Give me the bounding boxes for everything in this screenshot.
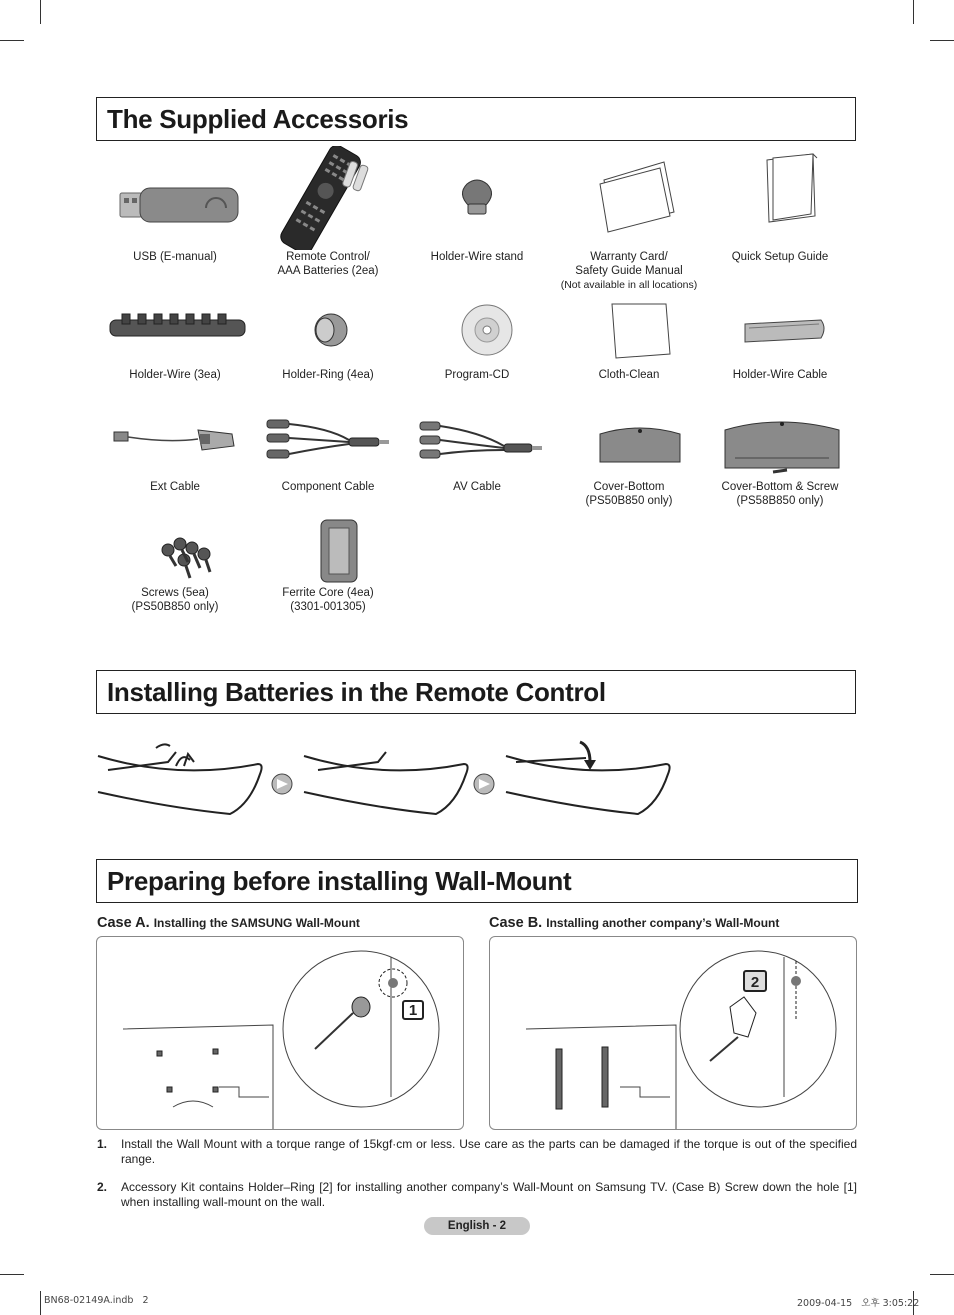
holder-ring-icon <box>263 300 393 366</box>
ext-cable-icon <box>100 412 250 480</box>
quick-setup-guide-icon <box>715 150 845 250</box>
av-cable-icon <box>402 412 552 480</box>
accessory-warranty-card: Warranty Card/ Safety Guide Manual (Not available in all locations) <box>554 150 704 292</box>
case-b-panel <box>489 936 857 1130</box>
cover-bottom-screw-icon <box>705 412 855 480</box>
usb-stick-icon <box>110 150 240 250</box>
section-title-accessories: The Supplied Accessoris <box>96 97 856 141</box>
note-item: 1. Install the Wall Mount with a torque range of 15kgf·cm or less. Use care as the parts can be damaged if the torque is out of the specified range. <box>97 1137 857 1166</box>
timestamp-slug: 2009-04-15 오후 3:05:22 <box>797 1298 920 1309</box>
accessory-cover-bottom: Cover-Bottom (PS50B850 only) <box>554 412 704 508</box>
cloth-icon <box>564 300 694 366</box>
step-number-2: 2 <box>750 974 760 991</box>
cd-icon <box>412 300 542 366</box>
accessory-holder-ring: Holder-Ring (4ea) <box>253 300 403 382</box>
ferrite-core-icon <box>263 516 393 586</box>
accessory-component-cable: Component Cable <box>253 412 403 494</box>
crop-mark <box>0 1274 24 1275</box>
crop-mark <box>40 1291 41 1315</box>
case-b-heading: Case B. Installing another company’s Wall-Mount <box>489 915 780 931</box>
crop-mark <box>930 40 954 41</box>
crop-mark <box>930 1274 954 1275</box>
accessory-holder-wire-stand: Holder-Wire stand <box>402 150 552 264</box>
accessory-usb: USB (E-manual) <box>100 150 250 264</box>
crop-mark <box>913 0 914 24</box>
case-a-heading: Case A. Installing the SAMSUNG Wall-Mount <box>97 915 360 931</box>
note-item: 2. Accessory Kit contains Holder–Ring [2] for installing another company’s Wall-Mount on Samsung TV. (Case B) Screw down the hole [1] when installing wall-mount on the wall. <box>97 1180 857 1209</box>
accessory-program-cd: Program-CD <box>402 300 552 382</box>
file-slug: BN68-02149A.indb 2 <box>44 1295 149 1306</box>
accessory-av-cable: AV Cable <box>402 412 552 494</box>
case-a-diagram <box>97 937 464 1130</box>
screws-icon <box>110 522 240 586</box>
accessory-holder-wire-cable: Holder-Wire Cable <box>705 300 855 382</box>
accessory-ext-cable: Ext Cable <box>100 412 250 494</box>
case-a-panel <box>96 936 464 1130</box>
battery-install-diagram <box>96 730 676 830</box>
accessory-quick-setup-guide: Quick Setup Guide <box>705 150 855 264</box>
remote-control-icon <box>258 146 398 250</box>
case-b-diagram <box>490 937 857 1130</box>
cover-bottom-icon <box>564 412 694 480</box>
crop-mark <box>40 0 41 24</box>
holder-wire-cable-icon <box>705 300 855 366</box>
accessory-screws: Screws (5ea) (PS50B850 only) <box>100 522 250 614</box>
section-title-wallmount: Preparing before installing Wall-Mount <box>96 859 858 903</box>
page-number-badge: English - 2 <box>424 1217 530 1235</box>
step-number-1: 1 <box>408 1002 418 1019</box>
component-cable-icon <box>253 412 403 480</box>
holder-wire-icon <box>100 300 250 366</box>
accessory-cover-bottom-screw: Cover-Bottom & Screw (PS58B850 only) <box>705 412 855 508</box>
accessory-remote-control: Remote Control/ AAA Batteries (2ea) <box>253 146 403 278</box>
accessory-ferrite-core: Ferrite Core (4ea) (3301-001305) <box>253 516 403 614</box>
holder-wire-stand-icon <box>412 150 542 250</box>
accessory-cloth-clean: Cloth-Clean <box>554 300 704 382</box>
accessory-holder-wire: Holder-Wire (3ea) <box>100 300 250 382</box>
warranty-card-icon <box>564 150 694 250</box>
section-title-batteries: Installing Batteries in the Remote Control <box>96 670 856 714</box>
crop-mark <box>0 40 24 41</box>
